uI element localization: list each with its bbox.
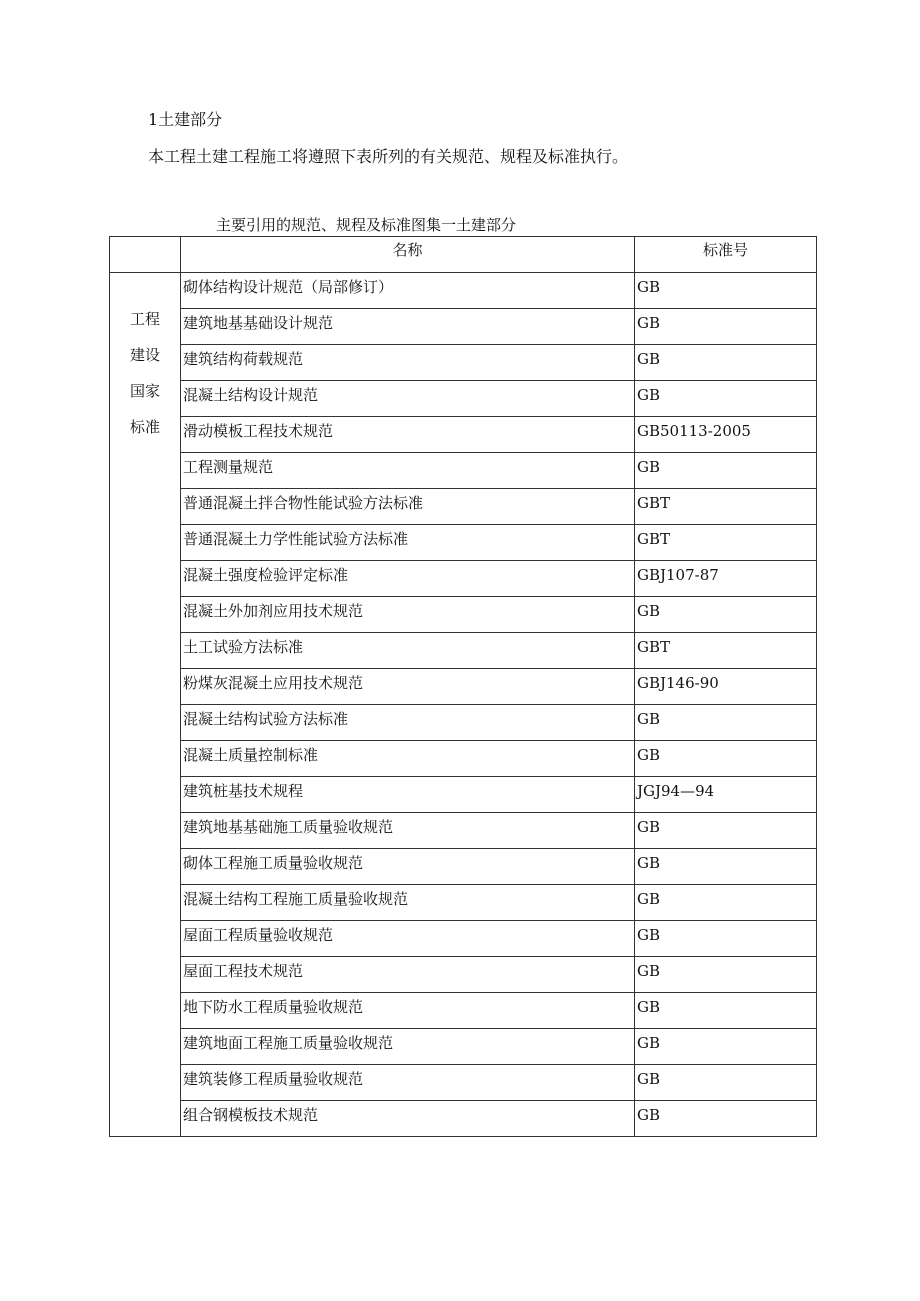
header-number-label: 标准号 [702, 241, 748, 259]
standard-name-cell [181, 597, 635, 633]
standard-name-cell [181, 381, 635, 417]
table-row [110, 849, 817, 885]
standard-name: 屋面工程技术规范 [183, 962, 304, 980]
standard-number-cell [635, 633, 817, 669]
standard-name-cell [181, 849, 635, 885]
standard-number: GB [637, 746, 661, 764]
standard-name-cell [181, 417, 635, 453]
standard-name-cell [181, 1029, 635, 1065]
standard-name: 建筑地面工程施工质量验收规范 [183, 1034, 394, 1052]
standard-name-cell [181, 885, 635, 921]
table-row [110, 1029, 817, 1065]
table-row [110, 885, 817, 921]
standard-name-cell [181, 525, 635, 561]
standard-name-cell [181, 453, 635, 489]
standard-name-cell [181, 345, 635, 381]
category-cell [110, 273, 181, 1137]
standard-number-cell [635, 849, 817, 885]
table-row [110, 777, 817, 813]
table-row [110, 309, 817, 345]
standard-name: 普通混凝土力学性能试验方法标准 [183, 530, 409, 548]
standard-number-cell [635, 921, 817, 957]
standard-number-cell [635, 1065, 817, 1101]
table-row [110, 921, 817, 957]
standard-name: 混凝土结构设计规范 [183, 386, 319, 404]
standard-number-cell [635, 417, 817, 453]
standard-number-cell [635, 705, 817, 741]
standard-name-cell [181, 633, 635, 669]
header-name-cell [181, 237, 635, 273]
standard-number: GB [637, 1070, 661, 1088]
table-row [110, 525, 817, 561]
standard-name: 混凝土结构试验方法标准 [183, 710, 349, 728]
standard-name: 建筑装修工程质量验收规范 [183, 1070, 364, 1088]
table-row [110, 381, 817, 417]
header-number-cell [635, 237, 817, 273]
standard-number: GB [637, 458, 661, 476]
standard-name-cell [181, 813, 635, 849]
standard-name: 建筑结构荷载规范 [183, 350, 304, 368]
standard-name-cell [181, 705, 635, 741]
standard-number: GBT [637, 530, 671, 548]
standard-name-cell [181, 273, 635, 309]
standard-number-cell [635, 489, 817, 525]
standard-number-cell [635, 381, 817, 417]
standards-table [109, 236, 817, 1137]
category-label: 工程建设国家标准 [129, 310, 160, 436]
table-row [110, 633, 817, 669]
standard-name: 组合钢模板技术规范 [183, 1106, 319, 1124]
standards-table-body [110, 237, 817, 1137]
header-name-label: 名称 [392, 241, 423, 259]
standard-name: 建筑桩基技术规程 [183, 782, 304, 800]
standard-number: GBT [637, 494, 671, 512]
section-heading: 1土建部分 [148, 110, 223, 129]
standard-number-cell [635, 453, 817, 489]
standard-number-cell [635, 309, 817, 345]
standard-number: GB [637, 962, 661, 980]
standard-name-cell [181, 309, 635, 345]
standard-name: 混凝土外加剂应用技术规范 [183, 602, 364, 620]
standard-name: 滑动模板工程技术规范 [183, 422, 334, 440]
standard-name-cell [181, 1101, 635, 1137]
table-row [110, 1101, 817, 1137]
standard-number: GBJ146-90 [637, 674, 719, 692]
standard-number-cell [635, 1029, 817, 1065]
standard-name: 普通混凝土拌合物性能试验方法标准 [183, 494, 424, 512]
standard-number: GB [637, 926, 661, 944]
table-row [110, 597, 817, 633]
standard-number: GB [637, 350, 661, 368]
standard-number: GB [637, 278, 661, 296]
standard-number-cell [635, 273, 817, 309]
intro-paragraph: 本工程土建工程施工将遵照下表所列的有关规范、规程及标准执行。 [148, 147, 629, 166]
table-row [110, 489, 817, 525]
standard-name-cell [181, 561, 635, 597]
table-row [110, 417, 817, 453]
header-category-cell [110, 237, 181, 273]
standard-name: 混凝土强度检验评定标准 [183, 566, 349, 584]
standard-number: GBJ107-87 [637, 566, 719, 584]
table-caption: 主要引用的规范、规程及标准图集一土建部分 [216, 216, 517, 234]
standard-number: GB [637, 854, 661, 872]
standard-name: 粉煤灰混凝土应用技术规范 [183, 674, 364, 692]
table-row [110, 453, 817, 489]
standard-name: 建筑地基基础施工质量验收规范 [183, 818, 394, 836]
table-row [110, 705, 817, 741]
standard-name: 地下防水工程质量验收规范 [183, 998, 364, 1016]
standard-number: GB [637, 602, 661, 620]
table-row [110, 345, 817, 381]
standard-name: 砌体结构设计规范（局部修订） [183, 278, 394, 296]
standard-number: GB [637, 818, 661, 836]
standard-name: 混凝土结构工程施工质量验收规范 [183, 890, 409, 908]
standard-number: GB [637, 1106, 661, 1124]
table-row [110, 1065, 817, 1101]
standard-number: GBT [637, 638, 671, 656]
standard-number: GB [637, 1034, 661, 1052]
table-row [110, 669, 817, 705]
standard-number: GB [637, 890, 661, 908]
standard-number-cell [635, 777, 817, 813]
standard-number: GB [637, 314, 661, 332]
standard-name: 混凝土质量控制标准 [183, 746, 319, 764]
standard-name: 砌体工程施工质量验收规范 [183, 854, 364, 872]
standard-number-cell [635, 741, 817, 777]
standard-name-cell [181, 921, 635, 957]
table-row [110, 741, 817, 777]
standard-name-cell [181, 993, 635, 1029]
standard-name-cell [181, 489, 635, 525]
standard-name: 土工试验方法标准 [183, 638, 304, 656]
standard-number: GB [637, 386, 661, 404]
standard-name-cell [181, 741, 635, 777]
table-header-row [110, 237, 817, 273]
standard-name-cell [181, 1065, 635, 1101]
standard-number-cell [635, 345, 817, 381]
table-row [110, 993, 817, 1029]
standard-number-cell [635, 561, 817, 597]
standard-name: 工程测量规范 [183, 458, 274, 476]
standard-number-cell [635, 525, 817, 561]
standard-number-cell [635, 957, 817, 993]
standard-number-cell [635, 669, 817, 705]
table-row [110, 813, 817, 849]
standard-number-cell [635, 885, 817, 921]
standard-number: GB [637, 710, 661, 728]
standard-name-cell [181, 957, 635, 993]
standard-number-cell [635, 597, 817, 633]
standard-number-cell [635, 813, 817, 849]
table-row [110, 561, 817, 597]
standard-number-cell [635, 1101, 817, 1137]
standard-name-cell [181, 777, 635, 813]
standard-name-cell [181, 669, 635, 705]
standard-name: 建筑地基基础设计规范 [183, 314, 334, 332]
standard-number-cell [635, 993, 817, 1029]
standard-number: GB50113-2005 [637, 422, 751, 440]
table-row [110, 273, 817, 309]
standard-number: GB [637, 998, 661, 1016]
standard-number: JGJ94—94 [637, 782, 715, 800]
standard-name: 屋面工程质量验收规范 [183, 926, 334, 944]
table-row [110, 957, 817, 993]
